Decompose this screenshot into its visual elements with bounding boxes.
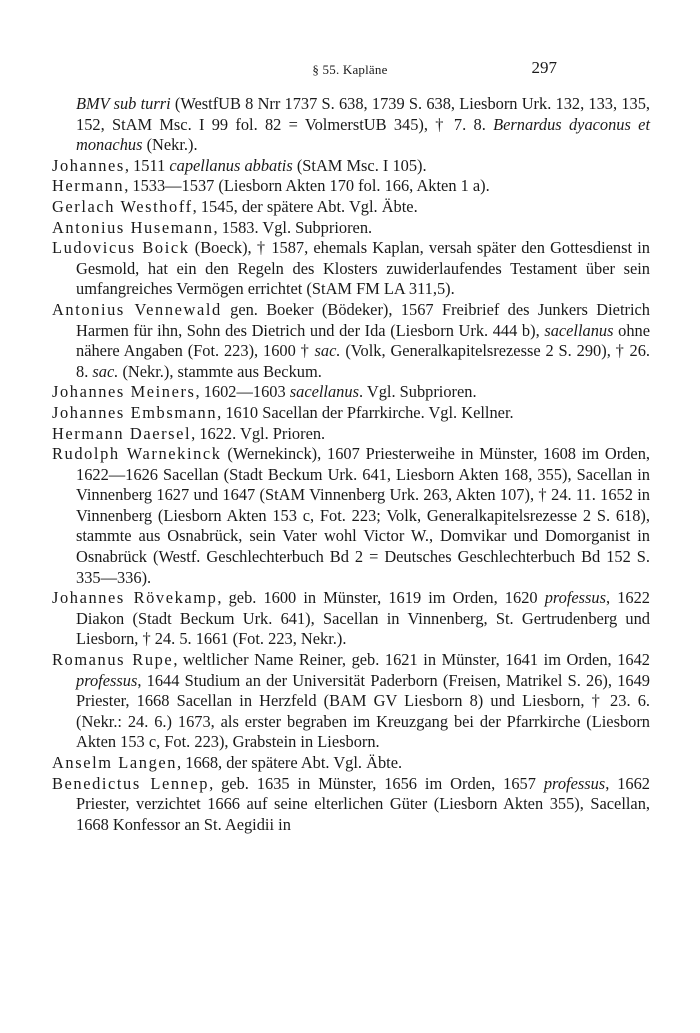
entry — [52, 176, 650, 197]
entry-text: , 1622 Diakon (Stadt Beckum Urk. 641), Sacellan in Vinnenberg, St. Gertrudenberg und Liesborn, † 24. 5. 1661 (Fot. 223, Nekr.). — [76, 588, 650, 649]
entry — [52, 197, 650, 218]
entry-continuation — [52, 94, 650, 156]
body-text — [52, 94, 650, 835]
entry-italic-text: capellanus abbatis — [169, 155, 293, 175]
entry — [52, 650, 650, 753]
entry-text: , 1511 — [124, 155, 170, 175]
entry — [52, 156, 650, 177]
entry-italic-text: sac. — [314, 341, 341, 361]
entry — [52, 300, 650, 382]
entry — [52, 424, 650, 445]
entry-italic-text: professus — [543, 773, 606, 793]
entry-name: Antonius Vennewald — [52, 299, 222, 319]
entry-text: , 1622. Vgl. Prioren. — [191, 423, 326, 443]
entry-text: gen. Boeker (Bödeker), 1567 Freibrief des Junkers Dietrich Harmen für ihn, Sohn des Dietrich und der Ida (Liesborn Urk. 444 b), — [76, 299, 650, 340]
entry-text: (Wernekinck), 1607 Priesterweihe in Münster, 1608 im Orden, 1622—1626 Sacellan (Stadt Beckum Urk. 641, Liesborn Akten 168, 355), Sacellan in Vinnenberg 1627 und 1647 (StAM Vinnenberg Urk. 263, Akten 107), † 24. 11. 1652 in Vinnenberg (Liesborn Akten 153 c, Fot. 223; Volk, Generalkapitelsrezesse 2 S. 618), stammte aus Osnabrück, sein Vater wohl Victor W., Domvikar und Domorganist in Osnabrück (Westf. Geschlechterbuch Bd 2 = Deutsches Geschlechterbuch Bd 152 S. 335—336). — [76, 444, 650, 587]
entry-name: Anselm Langen — [52, 753, 178, 772]
entry-name: Johannes Rövekamp — [52, 588, 218, 608]
entry-text: , 1545, der spätere Abt. Vgl. Äbte. — [192, 196, 418, 216]
entry — [52, 238, 650, 300]
page-number: 297 — [531, 58, 557, 77]
entry-name: Ludovicus Boick — [52, 238, 190, 258]
entry-text: , 1583. Vgl. Subprioren. — [213, 217, 373, 237]
entry-name: Johannes — [52, 155, 125, 175]
entry-italic-text: sac. — [92, 361, 119, 381]
entry-name: Gerlach Westhoff — [52, 196, 193, 216]
entry-text: (Nekr.), stammte aus Beckum. — [118, 361, 322, 381]
entry — [52, 588, 650, 650]
entry-name: Benedictus Lennep — [52, 773, 210, 793]
entry-italic-text: sacellanus — [289, 382, 359, 402]
entry-italic-text: professus — [76, 670, 138, 690]
entry-italic-text: BMV sub turri — [76, 94, 171, 113]
entry-text: ohne nähere Angaben (Fot. 223), 1600 † — [76, 320, 650, 361]
entry-text: , weltlicher Name Reiner, geb. 1621 in Münster, 1641 im Orden, 1642 — [173, 650, 650, 670]
entry — [52, 382, 650, 403]
entry — [52, 444, 650, 588]
entry-name: Hermann Daersel — [52, 423, 192, 443]
entry-italic-text: professus — [544, 588, 607, 608]
entry-italic-text: Bernardus dyaconus et monachus — [76, 114, 650, 155]
entry-text: (Volk, Generalkapitelsrezesse 2 S. 290), † 26. 8. — [76, 341, 650, 381]
entry-text: (Boeck), † 1587, ehemals Kaplan, versah später den Gottesdienst in Gesmold, hat ein den Regeln des Klosters zuwiderlaufendes Testament über sein umfangreiches Vermögen errichtet (StAM FM LA 311,5). — [76, 238, 650, 299]
entry-text: , 1668, der spätere Abt. Vgl. Äbte. — [177, 753, 403, 772]
entry-text: , 1610 Sacellan der Pfarrkirche. Vgl. Kellner. — [217, 402, 514, 422]
page-header — [0, 58, 700, 82]
entry — [52, 753, 650, 774]
entry-text: (Nekr.). — [142, 135, 198, 155]
entry-name: Romanus Rupe — [52, 650, 174, 670]
entry-italic-text: sacellanus — [544, 320, 614, 340]
entry-text: , 1644 Studium an der Universität Paderborn (Freisen, Matrikel S. 26), 1649 Priester, 1668 Sacellan in Herzfeld (BAM GV Liesborn 8) und Liesborn, † 23. 6. (Nekr.: 24. 6.) 1673, als erster begraben im Kreuzgang bei der Pfarrkirche (Liesborn Akten 153 c, Fot. 223), Grabstein in Liesborn. — [76, 670, 650, 752]
running-head: § 55. Kapläne — [312, 62, 388, 77]
entry-text: , 1602—1603 — [195, 382, 290, 402]
entry — [52, 403, 650, 424]
entry-text: (WestfUB 8 Nrr 1737 S. 638, 1739 S. 638, Liesborn Urk. 132, 133, 135, 152, StAM Msc. I 99 fol. 82 = VolmerstUB 345), † 7. 8. — [76, 94, 651, 134]
entry-name: Antonius Husemann — [52, 217, 214, 237]
entry — [52, 774, 650, 836]
entry-name: Johannes Embsmann — [52, 402, 218, 422]
entry-name: Rudolph Warnekinck — [52, 444, 222, 464]
entry-text: , 1533—1537 (Liesborn Akten 170 fol. 166, Akten 1 a). — [124, 176, 490, 196]
entry-text: (StAM Msc. I 105). — [292, 155, 427, 175]
entry-name: Johannes Meiners — [52, 382, 196, 402]
entry-text: , 1662 Priester, verzichtet 1666 auf seine elterlichen Güter (Liesborn Akten 355), Sacellan, 1668 Konfessor an St. Aegidii in — [76, 773, 650, 834]
entry-text: , geb. 1600 in Münster, 1619 im Orden, 1620 — [217, 588, 545, 608]
entry-text: , geb. 1635 in Münster, 1656 im Orden, 1657 — [209, 773, 544, 793]
entry — [52, 218, 650, 239]
entry-text: . Vgl. Subprioren. — [358, 382, 477, 402]
entry-name: Hermann — [52, 176, 125, 196]
